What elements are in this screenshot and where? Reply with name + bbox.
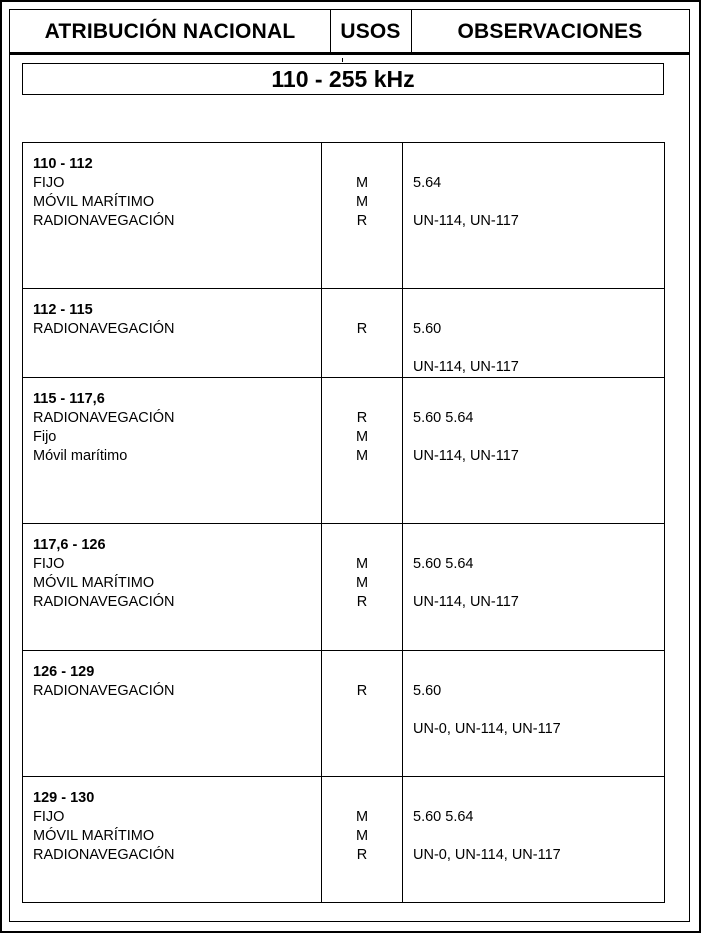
- allocation-cell: [23, 524, 322, 651]
- uso-value: M: [355, 556, 369, 572]
- header-observaciones: OBSERVACIONES: [457, 20, 643, 43]
- usos-cell: [322, 651, 403, 777]
- service-label: RADIONAVEGACIÓN: [33, 683, 175, 699]
- observaciones-cell: [403, 289, 665, 378]
- uso-value: R: [356, 847, 368, 863]
- table-row: [23, 651, 665, 777]
- service-label: Fijo: [33, 429, 57, 445]
- obs-note: 5.60 5.64: [413, 410, 474, 426]
- allocation-cell: [23, 378, 322, 524]
- range-label: 117,6 - 126: [33, 537, 106, 553]
- obs-note: UN-114, UN-117: [413, 448, 519, 464]
- uso-value: M: [355, 175, 369, 191]
- table-row: [23, 143, 665, 289]
- uso-value: M: [355, 575, 369, 591]
- table-row: [23, 378, 665, 524]
- uso-value: M: [355, 809, 369, 825]
- observaciones-cell: [403, 651, 665, 777]
- obs-note: UN-114, UN-117: [413, 594, 519, 610]
- usos-cell: [322, 289, 403, 378]
- obs-note: UN-114, UN-117: [413, 213, 519, 229]
- uso-value: R: [356, 683, 368, 699]
- uso-value: M: [355, 828, 369, 844]
- range-label: 115 - 117,6: [33, 391, 105, 407]
- header-usos: USOS: [340, 20, 401, 43]
- observaciones-cell: [403, 143, 665, 289]
- service-label: FIJO: [33, 809, 65, 825]
- service-label: RADIONAVEGACIÓN: [33, 594, 175, 610]
- obs-note: UN-0, UN-114, UN-117: [413, 847, 561, 863]
- service-label: FIJO: [33, 556, 65, 572]
- uso-value: M: [355, 448, 369, 464]
- service-label: RADIONAVEGACIÓN: [33, 321, 175, 337]
- observaciones-cell: [403, 777, 665, 903]
- table-row: [23, 777, 665, 903]
- allocation-cell: [23, 777, 322, 903]
- usos-cell: [322, 143, 403, 289]
- obs-note: 5.64: [413, 175, 442, 191]
- uso-value: R: [356, 321, 368, 337]
- usos-cell: [322, 777, 403, 903]
- header-atribucion: ATRIBUCIÓN NACIONAL: [44, 20, 296, 43]
- header-rule: [10, 52, 689, 55]
- service-label: RADIONAVEGACIÓN: [33, 410, 175, 426]
- range-label: 126 - 129: [33, 664, 95, 680]
- allocation-cell: [23, 143, 322, 289]
- uso-value: R: [356, 594, 368, 610]
- allocation-cell: [23, 651, 322, 777]
- uso-value: R: [356, 410, 368, 426]
- allocation-table: [22, 142, 665, 903]
- table-row: [23, 524, 665, 651]
- range-label: 129 - 130: [33, 790, 95, 806]
- allocation-cell: [23, 289, 322, 378]
- observaciones-cell: [403, 524, 665, 651]
- usos-cell: [322, 378, 403, 524]
- service-label: RADIONAVEGACIÓN: [33, 213, 175, 229]
- obs-note: UN-0, UN-114, UN-117: [413, 721, 561, 737]
- service-label: MÓVIL MARÍTIMO: [33, 828, 155, 844]
- uso-value: M: [355, 429, 369, 445]
- obs-note: 5.60: [413, 683, 442, 699]
- service-label: MÓVIL MARÍTIMO: [33, 575, 155, 591]
- obs-note: UN-114, UN-117: [413, 359, 519, 375]
- band-tick: [342, 58, 343, 62]
- obs-note: 5.60 5.64: [413, 556, 474, 572]
- obs-note: 5.60: [413, 321, 442, 337]
- service-label: FIJO: [33, 175, 65, 191]
- service-label: RADIONAVEGACIÓN: [33, 847, 175, 863]
- uso-value: R: [356, 213, 368, 229]
- observaciones-cell: [403, 378, 665, 524]
- range-label: 112 - 115: [33, 302, 93, 318]
- band-title: 110 - 255 kHz: [22, 63, 664, 95]
- service-label: MÓVIL MARÍTIMO: [33, 194, 155, 210]
- obs-note: 5.60 5.64: [413, 809, 474, 825]
- range-label: 110 - 112: [33, 156, 93, 172]
- table-row: [23, 289, 665, 378]
- usos-cell: [322, 524, 403, 651]
- service-label: Móvil marítimo: [33, 448, 128, 464]
- uso-value: M: [355, 194, 369, 210]
